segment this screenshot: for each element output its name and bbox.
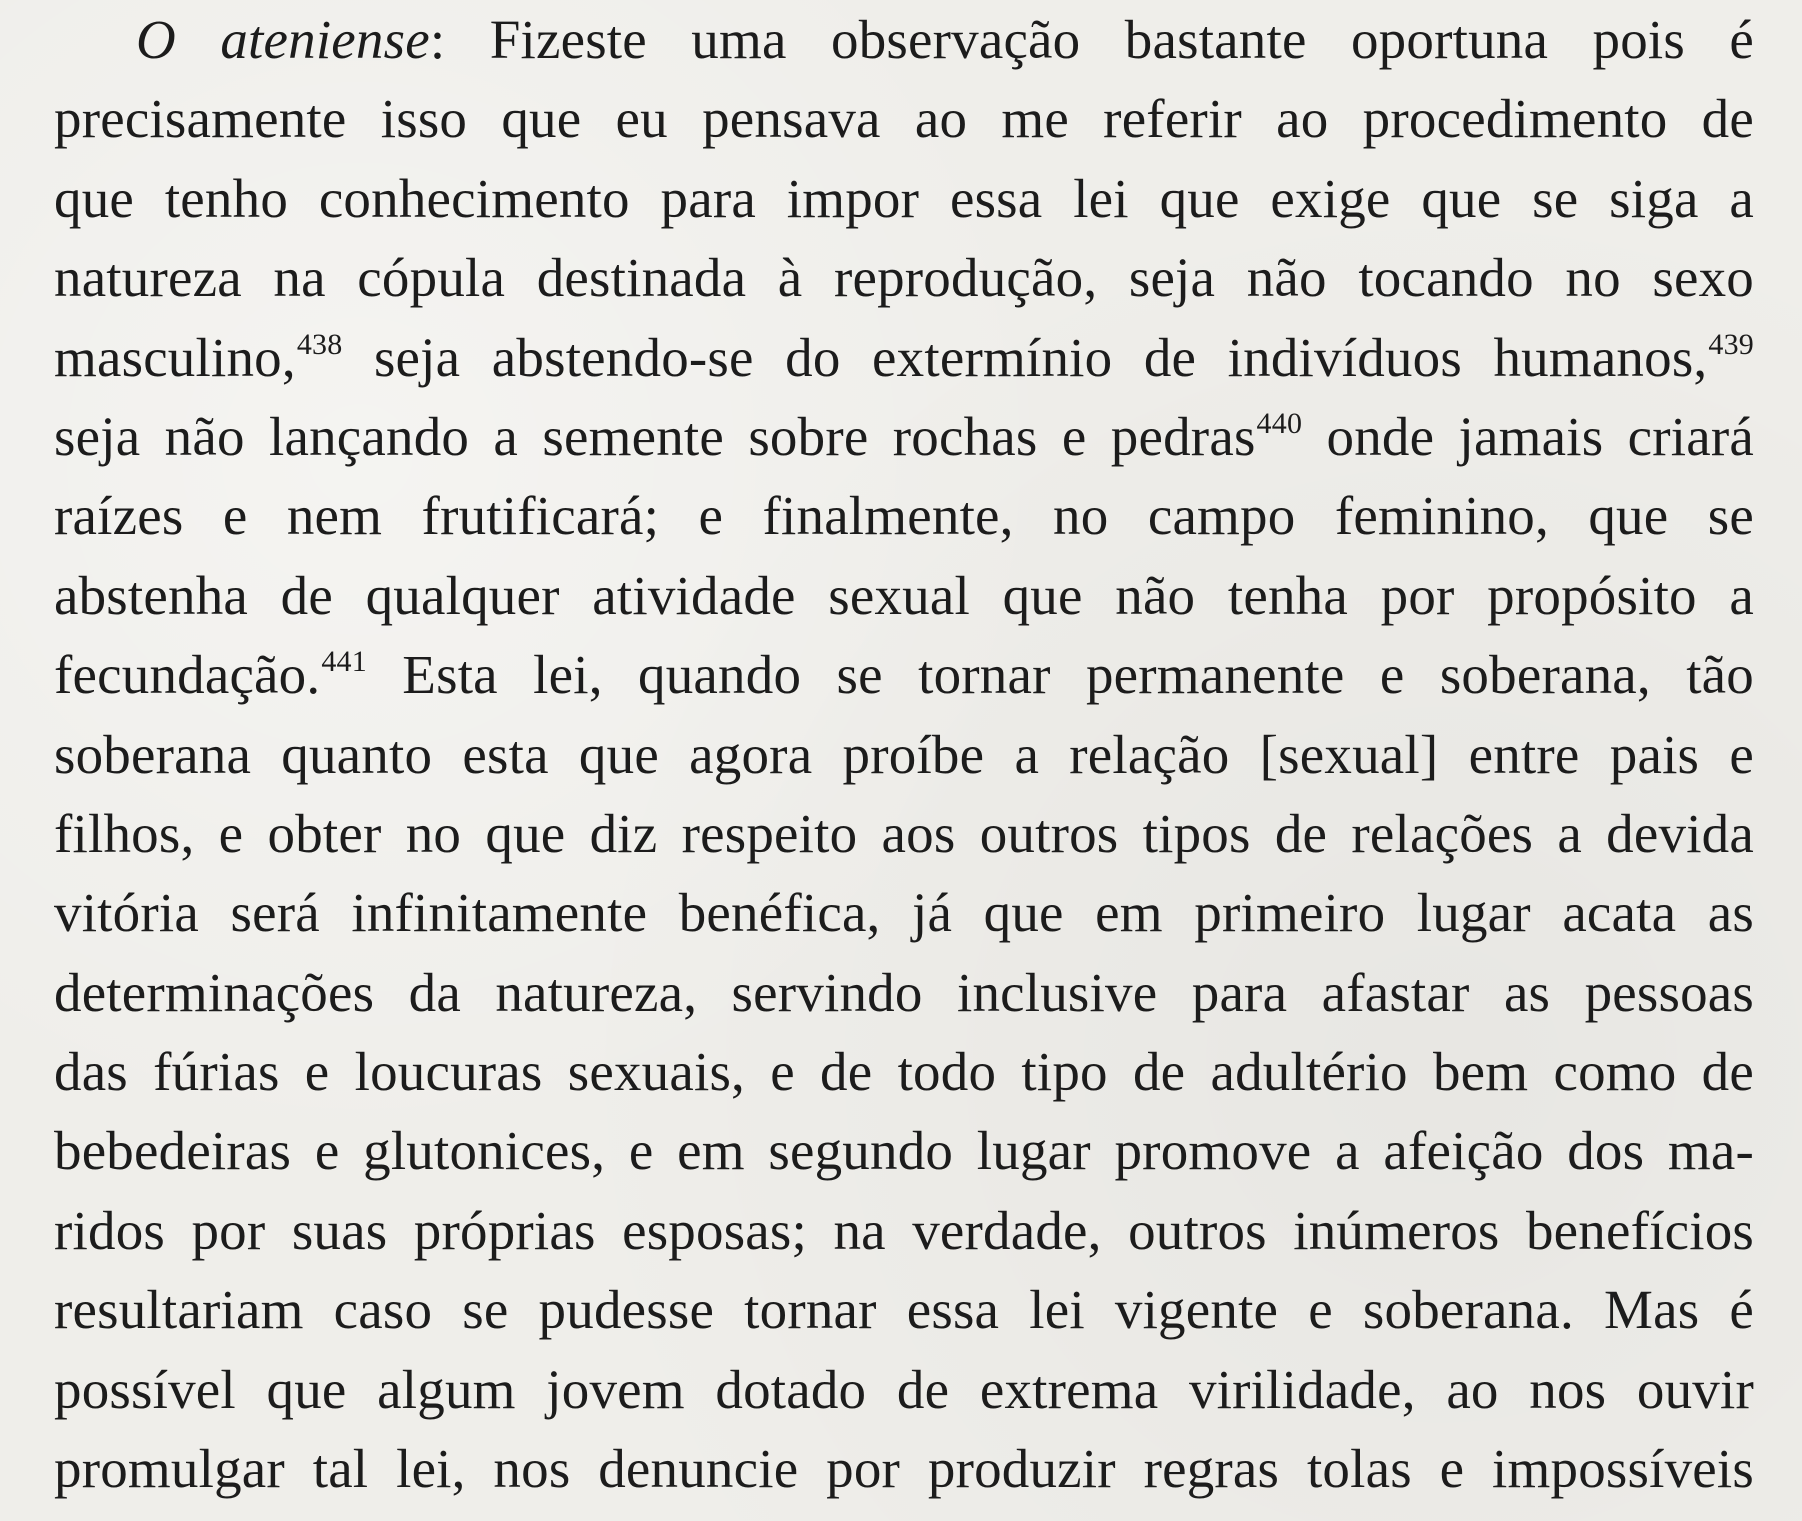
text-line xyxy=(54,318,1754,397)
text-line xyxy=(54,0,1754,79)
text-line: possível que algum jovem dotado de extrema virilidade, ao nos ouvir xyxy=(54,1358,1754,1420)
line-text: Esta lei, quando se tornar permanente e soberana, tão xyxy=(366,644,1754,706)
text-line: promulgar tal lei, nos denuncie por produzir regras tolas e impossíveis xyxy=(54,1438,1754,1500)
footnote-ref-440[interactable]: 440 xyxy=(1256,406,1303,440)
line-text: fecundação. xyxy=(54,644,321,706)
text-line: determinações da natureza, servindo inclusive para afastar as pessoas xyxy=(54,961,1754,1023)
text-line: natureza na cópula destinada à reprodução, seja não tocando no sexo xyxy=(54,247,1754,309)
line-text: onde jamais criará xyxy=(1302,405,1754,467)
footnote-ref-441[interactable]: 441 xyxy=(321,645,367,679)
line-text: masculino, xyxy=(54,326,296,388)
text-line: abstenha de qualquer atividade sexual que não tenha por propósito a xyxy=(54,564,1754,626)
text-line: raízes e nem frutificará; e finalmente, no campo feminino, que se xyxy=(54,485,1754,547)
text-line: que tenho conhecimento para impor essa lei que exige que se siga a xyxy=(54,167,1754,229)
text-line: resultariam caso se pudesse tornar essa lei vigente e soberana. Mas é xyxy=(54,1279,1754,1341)
text-line: precisamente isso que eu pensava ao me referir ao procedimento de xyxy=(54,88,1754,150)
text-line: vitória será infinitamente benéfica, já que em primeiro lugar acata as xyxy=(54,882,1754,944)
text-line: filhos, e obter no que diz respeito aos outros tipos de relações a devida xyxy=(54,802,1754,864)
text-line: bebedeiras e glutonices, e em segundo lugar promove a afeição dos ma- xyxy=(54,1120,1754,1182)
speaker-name: O ateniense xyxy=(136,9,430,70)
footnote-ref-439[interactable]: 439 xyxy=(1708,327,1754,361)
text-line: das fúrias e loucuras sexuais, e de todo tipo de adultério bem como de xyxy=(54,1041,1754,1103)
line-text: seja não lançando a semente sobre rochas e pedras xyxy=(54,405,1256,467)
text-line: ridos por suas próprias esposas; na verdade, outros inúmeros benefícios xyxy=(54,1199,1754,1261)
line-text: : Fizeste uma observação bastante oportuna pois é xyxy=(429,9,1754,70)
line-text: seja abstendo-se do extermínio de indivíduos humanos, xyxy=(342,326,1708,388)
text-line: soberana quanto esta que agora proíbe a relação [sexual] entre pais e xyxy=(54,723,1754,785)
footnote-ref-438[interactable]: 438 xyxy=(296,327,343,361)
text-line xyxy=(54,635,1754,714)
text-line xyxy=(54,397,1754,476)
dialogue-paragraph xyxy=(54,0,1754,1508)
